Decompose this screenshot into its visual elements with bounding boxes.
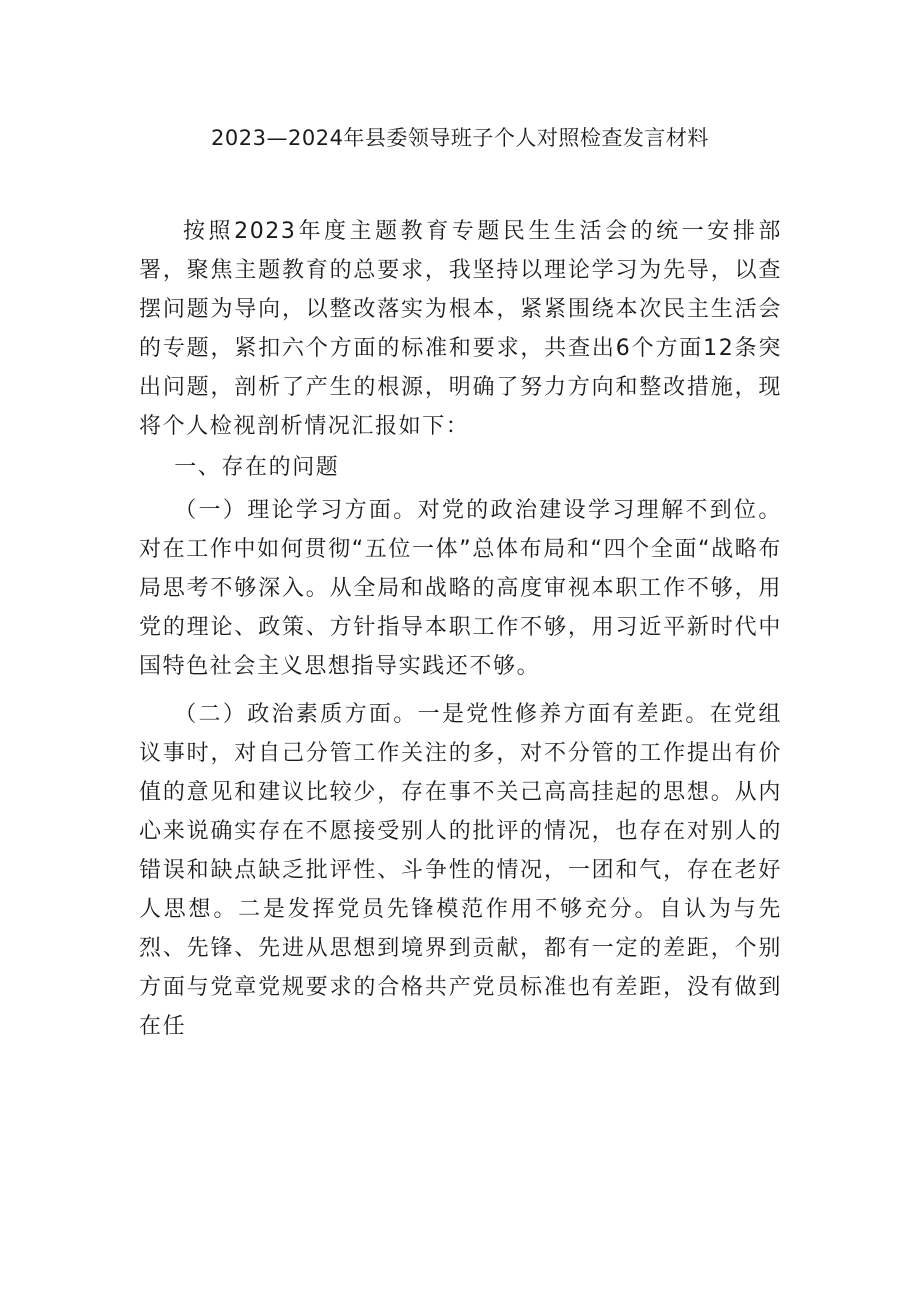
- theory-study-paragraph: （一）理论学习方面。对党的政治建设学习理解不到位。对在工作中如何贯彻“五位一体”总体布局和“四个全面“战略布局思考不够深入。从全局和战略的高度审视本职工作不够，用党的理论、政策、方针指导本职工作不够，用习近平新时代中国特色社会主义思想指导实践还不够。: [139, 498, 782, 679]
- document-title: 2023—2024年县委领导班子个人对照检查发言材料: [211, 126, 709, 150]
- intro-paragraph: 按照2023年度主题教育专题民生生活会的统一安排部署，聚焦主题教育的总要求，我坚持以理论学习为先导，以查摆问题为导向，以整改落实为根本，紧紧围绕本次民主生活会的专题，紧扣六个方面的标准和要求，共查出6个方面12条突出问题，剖析了产生的根源，明确了努力方向和整改措施，现将个人检视剖析情况汇报如下：: [139, 219, 782, 439]
- document-body: [139, 212, 782, 1046]
- political-quality-paragraph: （二）政治素质方面。一是党性修养方面有差距。在党组议事时，对自己分管工作关注的多，对不分管的工作提出有价值的意见和建议比较少，存在事不关己高高挂起的思想。从内心来说确实存在不愿接受别人的批评的情况，也存在对别人的错误和缺点缺乏批评性、斗争性的情况，一团和气，存在老好人思想。二是发挥党员先锋模范作用不够充分。自认为与先烈、先锋、先进从思想到境界到贡献，都有一定的差距，个别方面与党章党规要求的合格共产党员标准也有差距，没有做到在任: [139, 702, 782, 1039]
- section-heading: 一、存在的问题: [174, 455, 340, 480]
